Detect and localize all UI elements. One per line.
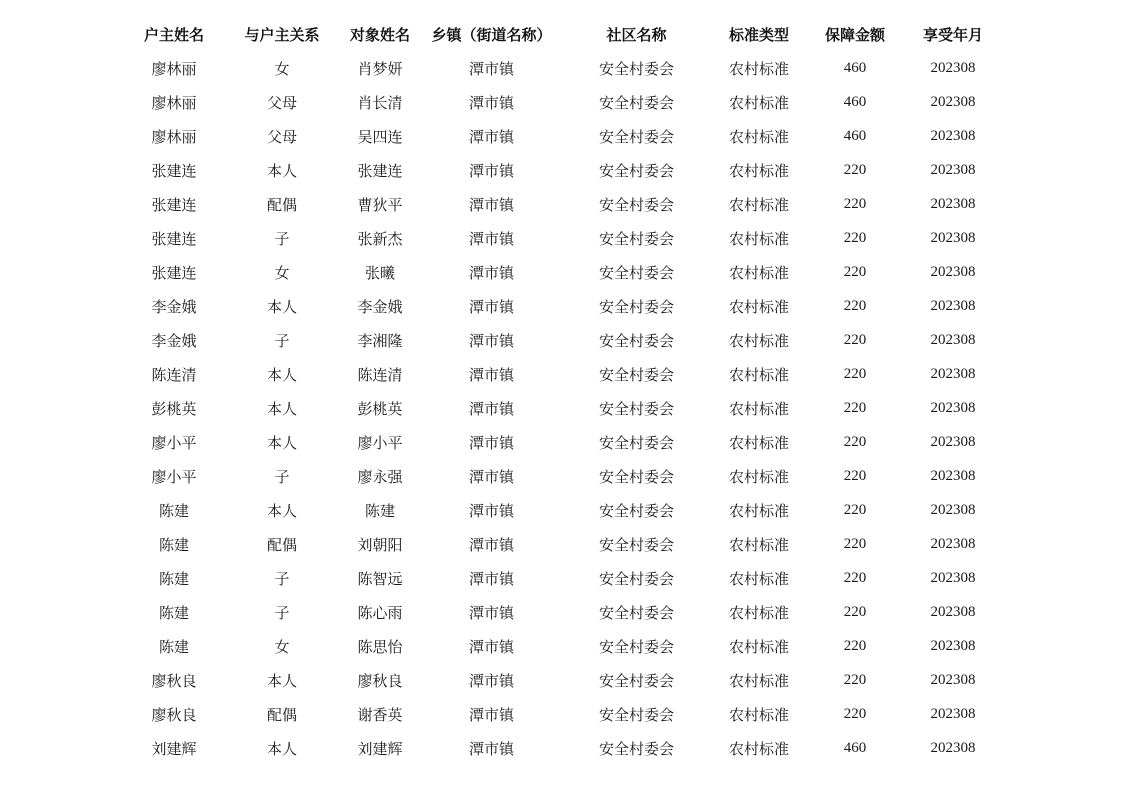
cell-standard-type: 农村标准 bbox=[728, 501, 789, 520]
cell-householder-name: 彭桃英 bbox=[151, 399, 197, 418]
cell-relation: 本人 bbox=[266, 671, 297, 690]
cell-standard-type: 农村标准 bbox=[728, 331, 789, 350]
header-recipient-name: 对象姓名 bbox=[349, 25, 410, 44]
cell-relation: 子 bbox=[274, 229, 290, 248]
cell-householder-name: 张建连 bbox=[151, 161, 197, 180]
cell-householder-name: 张建连 bbox=[151, 229, 197, 248]
cell-amount: 220 bbox=[843, 365, 867, 382]
table-row bbox=[120, 187, 1000, 221]
cell-month: 202308 bbox=[930, 739, 976, 756]
cell-community: 安全村委会 bbox=[598, 263, 674, 282]
table-row bbox=[120, 595, 1000, 629]
cell-month: 202308 bbox=[930, 671, 976, 688]
cell-recipient-name: 张曦 bbox=[364, 263, 395, 282]
cell-standard-type: 农村标准 bbox=[728, 671, 789, 690]
table-row bbox=[120, 153, 1000, 187]
cell-month: 202308 bbox=[930, 603, 976, 620]
cell-recipient-name: 廖小平 bbox=[357, 433, 403, 452]
cell-householder-name: 廖秋良 bbox=[151, 705, 197, 724]
cell-householder-name: 刘建辉 bbox=[151, 739, 197, 758]
cell-month: 202308 bbox=[930, 433, 976, 450]
cell-standard-type: 农村标准 bbox=[728, 59, 789, 78]
cell-recipient-name: 吴四连 bbox=[357, 127, 403, 146]
cell-standard-type: 农村标准 bbox=[728, 263, 789, 282]
cell-town: 潭市镇 bbox=[468, 671, 514, 690]
cell-relation: 子 bbox=[274, 467, 290, 486]
cell-community: 安全村委会 bbox=[598, 569, 674, 588]
cell-standard-type: 农村标准 bbox=[728, 569, 789, 588]
cell-town: 潭市镇 bbox=[468, 603, 514, 622]
cell-relation: 父母 bbox=[266, 93, 297, 112]
cell-householder-name: 廖秋良 bbox=[151, 671, 197, 690]
cell-relation: 女 bbox=[274, 59, 290, 78]
cell-community: 安全村委会 bbox=[598, 297, 674, 316]
table-row bbox=[120, 561, 1000, 595]
cell-amount: 220 bbox=[843, 229, 867, 246]
cell-community: 安全村委会 bbox=[598, 399, 674, 418]
cell-standard-type: 农村标准 bbox=[728, 297, 789, 316]
cell-town: 潭市镇 bbox=[468, 399, 514, 418]
cell-recipient-name: 李金娥 bbox=[357, 297, 403, 316]
cell-amount: 220 bbox=[843, 671, 867, 688]
cell-amount: 460 bbox=[843, 739, 867, 756]
cell-month: 202308 bbox=[930, 161, 976, 178]
table-row bbox=[120, 425, 1000, 459]
cell-town: 潭市镇 bbox=[468, 569, 514, 588]
header-month: 享受年月 bbox=[922, 25, 983, 44]
cell-amount: 220 bbox=[843, 569, 867, 586]
cell-amount: 220 bbox=[843, 297, 867, 314]
table-row bbox=[120, 731, 1000, 765]
cell-householder-name: 张建连 bbox=[151, 263, 197, 282]
cell-month: 202308 bbox=[930, 467, 976, 484]
cell-community: 安全村委会 bbox=[598, 671, 674, 690]
cell-recipient-name: 张新杰 bbox=[357, 229, 403, 248]
table-row bbox=[120, 663, 1000, 697]
table-header-row bbox=[120, 17, 1000, 51]
cell-month: 202308 bbox=[930, 297, 976, 314]
cell-month: 202308 bbox=[930, 637, 976, 654]
header-householder-name: 户主姓名 bbox=[143, 25, 204, 44]
cell-community: 安全村委会 bbox=[598, 467, 674, 486]
cell-standard-type: 农村标准 bbox=[728, 637, 789, 656]
table-row bbox=[120, 323, 1000, 357]
cell-recipient-name: 陈思怡 bbox=[357, 637, 403, 656]
cell-community: 安全村委会 bbox=[598, 195, 674, 214]
cell-month: 202308 bbox=[930, 59, 976, 76]
header-amount: 保障金额 bbox=[824, 25, 885, 44]
cell-month: 202308 bbox=[930, 535, 976, 552]
cell-householder-name: 李金娥 bbox=[151, 331, 197, 350]
cell-householder-name: 张建连 bbox=[151, 195, 197, 214]
cell-town: 潭市镇 bbox=[468, 739, 514, 758]
cell-community: 安全村委会 bbox=[598, 501, 674, 520]
cell-relation: 子 bbox=[274, 569, 290, 588]
cell-standard-type: 农村标准 bbox=[728, 467, 789, 486]
cell-recipient-name: 肖长清 bbox=[357, 93, 403, 112]
table-row bbox=[120, 221, 1000, 255]
table-row bbox=[120, 119, 1000, 153]
cell-month: 202308 bbox=[930, 705, 976, 722]
cell-recipient-name: 谢香英 bbox=[357, 705, 403, 724]
cell-relation: 配偶 bbox=[266, 195, 297, 214]
table-row bbox=[120, 493, 1000, 527]
cell-relation: 配偶 bbox=[266, 535, 297, 554]
cell-standard-type: 农村标准 bbox=[728, 229, 789, 248]
cell-town: 潭市镇 bbox=[468, 535, 514, 554]
cell-month: 202308 bbox=[930, 195, 976, 212]
cell-householder-name: 陈连清 bbox=[151, 365, 197, 384]
cell-relation: 本人 bbox=[266, 161, 297, 180]
cell-recipient-name: 陈智远 bbox=[357, 569, 403, 588]
cell-standard-type: 农村标准 bbox=[728, 161, 789, 180]
cell-town: 潭市镇 bbox=[468, 195, 514, 214]
assistance-table bbox=[120, 17, 1000, 765]
cell-community: 安全村委会 bbox=[598, 93, 674, 112]
cell-recipient-name: 廖秋良 bbox=[357, 671, 403, 690]
cell-amount: 220 bbox=[843, 705, 867, 722]
cell-amount: 460 bbox=[843, 127, 867, 144]
table-body bbox=[120, 51, 1000, 765]
cell-householder-name: 陈建 bbox=[158, 535, 189, 554]
cell-community: 安全村委会 bbox=[598, 433, 674, 452]
cell-standard-type: 农村标准 bbox=[728, 603, 789, 622]
cell-community: 安全村委会 bbox=[598, 603, 674, 622]
cell-householder-name: 陈建 bbox=[158, 637, 189, 656]
cell-month: 202308 bbox=[930, 365, 976, 382]
cell-town: 潭市镇 bbox=[468, 501, 514, 520]
cell-householder-name: 廖小平 bbox=[151, 433, 197, 452]
cell-amount: 460 bbox=[843, 59, 867, 76]
cell-relation: 本人 bbox=[266, 297, 297, 316]
cell-standard-type: 农村标准 bbox=[728, 739, 789, 758]
cell-town: 潭市镇 bbox=[468, 365, 514, 384]
cell-community: 安全村委会 bbox=[598, 535, 674, 554]
header-standard-type: 标准类型 bbox=[728, 25, 789, 44]
table-row bbox=[120, 629, 1000, 663]
cell-amount: 220 bbox=[843, 467, 867, 484]
cell-relation: 本人 bbox=[266, 501, 297, 520]
cell-community: 安全村委会 bbox=[598, 229, 674, 248]
cell-month: 202308 bbox=[930, 229, 976, 246]
cell-relation: 本人 bbox=[266, 399, 297, 418]
cell-month: 202308 bbox=[930, 331, 976, 348]
cell-community: 安全村委会 bbox=[598, 59, 674, 78]
cell-relation: 女 bbox=[274, 263, 290, 282]
cell-standard-type: 农村标准 bbox=[728, 127, 789, 146]
cell-relation: 女 bbox=[274, 637, 290, 656]
cell-relation: 子 bbox=[274, 603, 290, 622]
cell-relation: 父母 bbox=[266, 127, 297, 146]
cell-standard-type: 农村标准 bbox=[728, 705, 789, 724]
cell-month: 202308 bbox=[930, 263, 976, 280]
cell-amount: 220 bbox=[843, 263, 867, 280]
cell-month: 202308 bbox=[930, 93, 976, 110]
cell-relation: 本人 bbox=[266, 365, 297, 384]
cell-town: 潭市镇 bbox=[468, 433, 514, 452]
cell-amount: 220 bbox=[843, 637, 867, 654]
table-row bbox=[120, 289, 1000, 323]
cell-town: 潭市镇 bbox=[468, 467, 514, 486]
document-sheet bbox=[120, 17, 1000, 765]
cell-community: 安全村委会 bbox=[598, 705, 674, 724]
cell-relation: 本人 bbox=[266, 739, 297, 758]
header-community: 社区名称 bbox=[606, 25, 667, 44]
table-row bbox=[120, 85, 1000, 119]
cell-amount: 220 bbox=[843, 501, 867, 518]
cell-amount: 220 bbox=[843, 161, 867, 178]
cell-town: 潭市镇 bbox=[468, 263, 514, 282]
cell-amount: 220 bbox=[843, 603, 867, 620]
cell-town: 潭市镇 bbox=[468, 93, 514, 112]
cell-town: 潭市镇 bbox=[468, 229, 514, 248]
cell-town: 潭市镇 bbox=[468, 127, 514, 146]
cell-standard-type: 农村标准 bbox=[728, 93, 789, 112]
cell-amount: 460 bbox=[843, 93, 867, 110]
cell-community: 安全村委会 bbox=[598, 161, 674, 180]
cell-recipient-name: 肖梦妍 bbox=[357, 59, 403, 78]
table-row bbox=[120, 459, 1000, 493]
cell-community: 安全村委会 bbox=[598, 331, 674, 350]
header-relation: 与户主关系 bbox=[244, 25, 320, 44]
cell-amount: 220 bbox=[843, 535, 867, 552]
cell-standard-type: 农村标准 bbox=[728, 399, 789, 418]
cell-community: 安全村委会 bbox=[598, 739, 674, 758]
cell-householder-name: 陈建 bbox=[158, 569, 189, 588]
cell-town: 潭市镇 bbox=[468, 705, 514, 724]
cell-householder-name: 李金娥 bbox=[151, 297, 197, 316]
cell-relation: 子 bbox=[274, 331, 290, 350]
cell-town: 潭市镇 bbox=[468, 161, 514, 180]
cell-month: 202308 bbox=[930, 399, 976, 416]
cell-town: 潭市镇 bbox=[468, 59, 514, 78]
cell-householder-name: 廖林丽 bbox=[151, 127, 197, 146]
cell-recipient-name: 陈建 bbox=[364, 501, 395, 520]
cell-householder-name: 廖林丽 bbox=[151, 93, 197, 112]
cell-town: 潭市镇 bbox=[468, 331, 514, 350]
header-town: 乡镇（街道名称） bbox=[431, 25, 552, 44]
cell-householder-name: 陈建 bbox=[158, 501, 189, 520]
cell-month: 202308 bbox=[930, 569, 976, 586]
cell-standard-type: 农村标准 bbox=[728, 195, 789, 214]
cell-town: 潭市镇 bbox=[468, 297, 514, 316]
table-row bbox=[120, 255, 1000, 289]
cell-recipient-name: 刘朝阳 bbox=[357, 535, 403, 554]
cell-community: 安全村委会 bbox=[598, 637, 674, 656]
cell-standard-type: 农村标准 bbox=[728, 365, 789, 384]
table-row bbox=[120, 357, 1000, 391]
cell-relation: 本人 bbox=[266, 433, 297, 452]
cell-community: 安全村委会 bbox=[598, 365, 674, 384]
cell-amount: 220 bbox=[843, 331, 867, 348]
cell-recipient-name: 廖永强 bbox=[357, 467, 403, 486]
cell-standard-type: 农村标准 bbox=[728, 433, 789, 452]
cell-standard-type: 农村标准 bbox=[728, 535, 789, 554]
cell-recipient-name: 李湘隆 bbox=[357, 331, 403, 350]
cell-amount: 220 bbox=[843, 195, 867, 212]
cell-community: 安全村委会 bbox=[598, 127, 674, 146]
cell-relation: 配偶 bbox=[266, 705, 297, 724]
cell-recipient-name: 张建连 bbox=[357, 161, 403, 180]
cell-amount: 220 bbox=[843, 433, 867, 450]
cell-month: 202308 bbox=[930, 127, 976, 144]
cell-recipient-name: 彭桃英 bbox=[357, 399, 403, 418]
cell-recipient-name: 陈心雨 bbox=[357, 603, 403, 622]
cell-month: 202308 bbox=[930, 501, 976, 518]
table-row bbox=[120, 391, 1000, 425]
cell-amount: 220 bbox=[843, 399, 867, 416]
cell-recipient-name: 陈连清 bbox=[357, 365, 403, 384]
cell-householder-name: 廖林丽 bbox=[151, 59, 197, 78]
table-row bbox=[120, 527, 1000, 561]
cell-recipient-name: 曹狄平 bbox=[357, 195, 403, 214]
table-row bbox=[120, 51, 1000, 85]
cell-householder-name: 廖小平 bbox=[151, 467, 197, 486]
cell-recipient-name: 刘建辉 bbox=[357, 739, 403, 758]
cell-householder-name: 陈建 bbox=[158, 603, 189, 622]
table-row bbox=[120, 697, 1000, 731]
cell-town: 潭市镇 bbox=[468, 637, 514, 656]
